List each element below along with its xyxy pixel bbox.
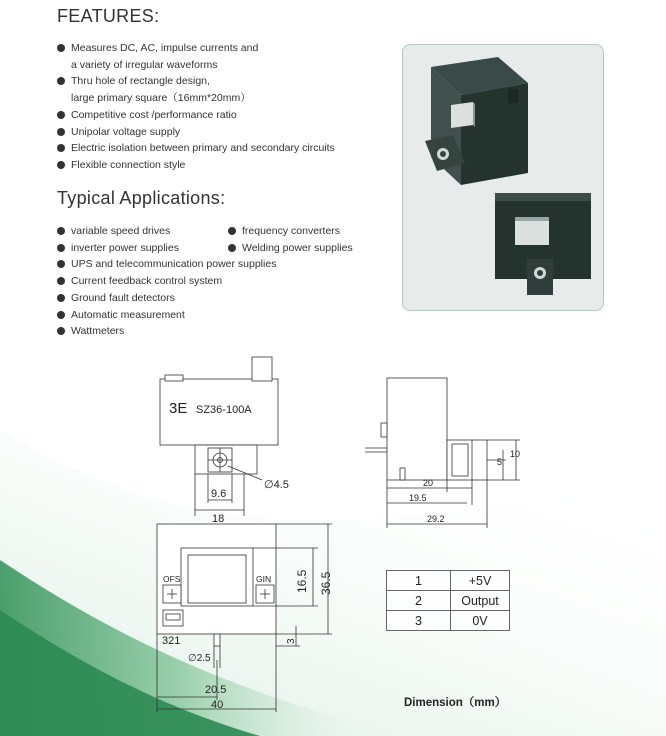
pin-number: 1 bbox=[387, 571, 451, 591]
pin-signal: Output bbox=[451, 591, 510, 611]
side-view-body bbox=[387, 378, 447, 480]
dim-18: 18 bbox=[212, 513, 225, 525]
dim-pin-dia: ∅2.5 bbox=[188, 653, 211, 664]
list-item: Unipolar voltage supply bbox=[57, 124, 335, 141]
label-ofs: OFS bbox=[163, 574, 181, 584]
list-item: Ground fault detectors bbox=[57, 290, 353, 307]
features-title: FEATURES: bbox=[57, 6, 160, 26]
list-item: Wattmeters bbox=[57, 323, 353, 340]
list-item: Competitive cost /performance ratio bbox=[57, 107, 335, 124]
table-row bbox=[387, 571, 510, 591]
pin-number: 3 bbox=[387, 611, 451, 631]
label-model: SZ36-100A bbox=[196, 404, 252, 416]
pin-signal: 0V bbox=[451, 611, 510, 631]
front-view-tab bbox=[252, 357, 272, 381]
list-item: Measures DC, AC, impulse currents and bbox=[57, 40, 335, 57]
list-item-right: frequency converters bbox=[228, 223, 340, 240]
list-item: a variety of irregular waveforms bbox=[71, 58, 218, 71]
dim-36-5: 36.5 bbox=[319, 571, 333, 595]
table-row bbox=[387, 611, 510, 631]
pin-signal: +5V bbox=[451, 571, 510, 591]
dim-20-5: 20.5 bbox=[205, 684, 227, 696]
applications-title: Typical Applications: bbox=[57, 188, 226, 208]
list-item: Thru hole of rectangle design, bbox=[57, 73, 335, 90]
label-gin: GIN bbox=[256, 574, 272, 584]
dim-3: 3 bbox=[286, 638, 297, 644]
list-item: Current feedback control system bbox=[57, 273, 353, 290]
list-item-left: variable speed drives bbox=[57, 223, 228, 240]
list-item: Automatic measurement bbox=[57, 307, 353, 324]
dim-10: 10 bbox=[510, 449, 521, 459]
dim-40: 40 bbox=[211, 699, 224, 711]
list-item-right: Welding power supplies bbox=[228, 240, 353, 257]
list-item: Electric isolation between primary and secondary circuits bbox=[57, 140, 335, 157]
aperture bbox=[188, 555, 246, 603]
dim-29-2: 29.2 bbox=[427, 514, 445, 524]
dim-5: 5 bbox=[497, 457, 503, 467]
dim-20: 20 bbox=[423, 478, 434, 488]
dim-19-5: 19.5 bbox=[409, 493, 427, 503]
dim-16-5: 16.5 bbox=[295, 569, 309, 593]
dim-hole-dia: ∅4.5 bbox=[264, 479, 289, 491]
pin-number: 2 bbox=[387, 591, 451, 611]
dim-9-6: 9.6 bbox=[211, 488, 227, 500]
list-item: UPS and telecommunication power supplies bbox=[57, 256, 353, 273]
table-row bbox=[387, 591, 510, 611]
pin-table bbox=[386, 570, 510, 631]
list-item-left: inverter power supplies bbox=[57, 240, 228, 257]
label-pin-numbers: 321 bbox=[162, 635, 181, 647]
label-brand: 3E bbox=[169, 400, 188, 417]
list-item: large primary square（16mm*20mm） bbox=[71, 92, 251, 105]
list-item: Flexible connection style bbox=[57, 157, 335, 174]
dimension-title: Dimension（mm） bbox=[404, 697, 507, 709]
